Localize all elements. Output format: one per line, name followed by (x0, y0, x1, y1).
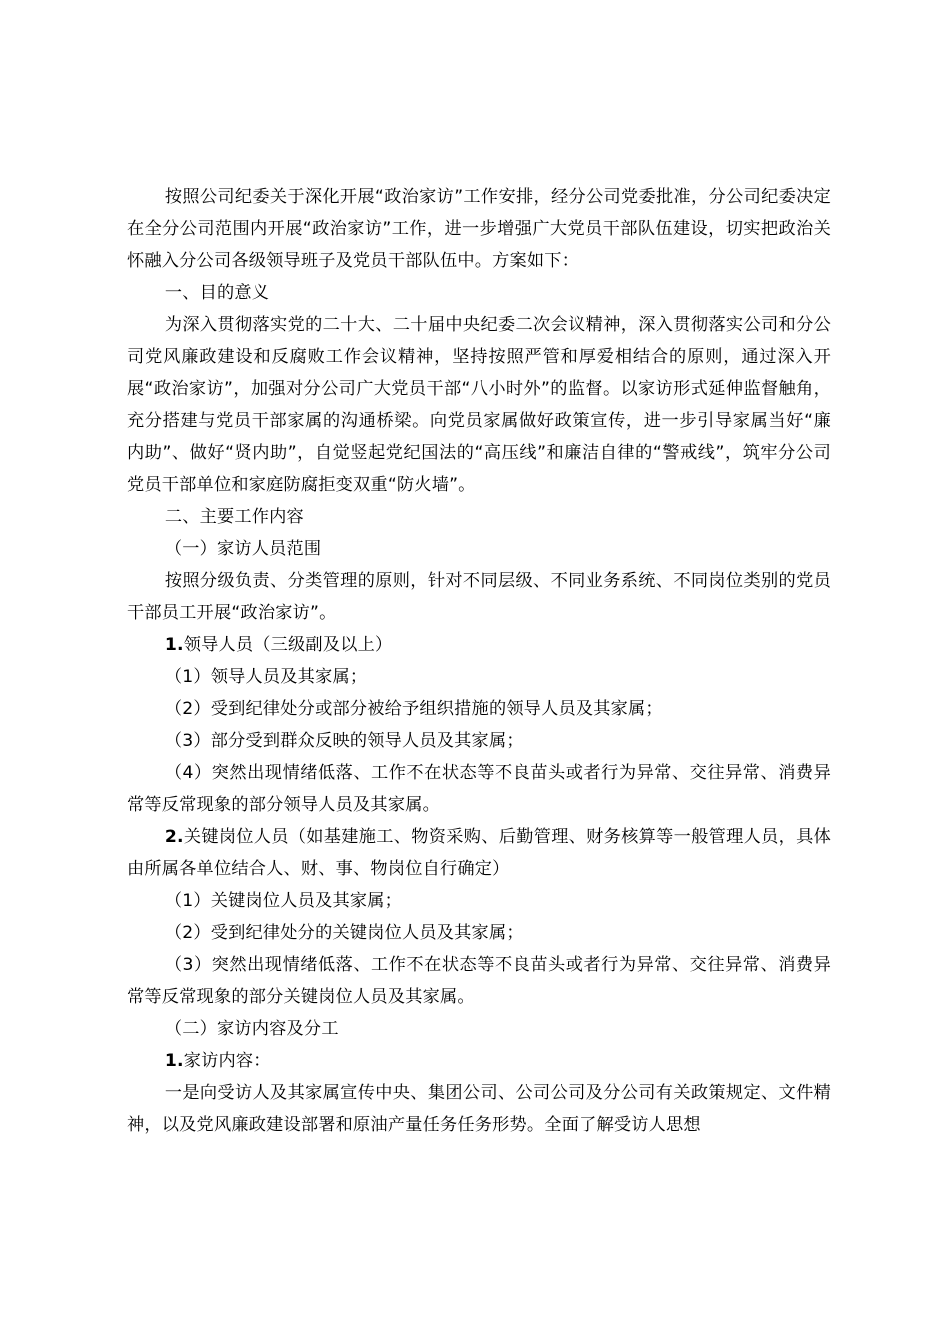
item-key-1: （1）关键岗位人员及其家属； (164, 891, 403, 911)
paragraph-content-1: 一是向受访人及其家属宣传中央、集团公司、公司公司及分公司有关政策规定、文件精神，以及党风廉政建设部署和原油产量任务任务形势。全面了解受访人思想 (127, 1083, 831, 1135)
item-leaders-1: （1）领导人员及其家属； (164, 667, 368, 687)
item-key-posts (127, 821, 831, 885)
paragraph-intro: 按照公司纪委关于深化开展“政治家访”工作安排，经分公司党委批准，分公司纪委决定在全分公司范围内开展“政治家访”工作，进一步增强广大党员干部队伍建设，切实把政治关怀融入分公司各级领导班子及党员干部队伍中。方案如下： (127, 187, 831, 271)
item-leaders (127, 629, 831, 661)
paragraph-purpose: 为深入贯彻落实党的二十大、二十届中央纪委二次会议精神，深入贯彻落实公司和分公司党风廉政建设和反腐败工作会议精神，坚持按照严管和厚爱相结合的原则，通过深入开展“政治家访”，加强对分公司广大党员干部“八小时外”的监督。以家访形式延伸监督触角，充分搭建与党员干部家属的沟通桥梁。向党员家属做好政策宣传，进一步引导家属当好“廉内助”、做好“贤内助”，自觉竖起党纪国法的“高压线”和廉洁自律的“警戒线”，筑牢分公司党员干部单位和家庭防腐拒变双重“防火墙”。 (127, 315, 831, 495)
item-text: 家访内容： (183, 1051, 271, 1071)
item-leaders-4: （4）突然出现情绪低落、工作不在状态等不良苗头或者行为异常、交往异常、消费异常等反常现象的部分领导人员及其家属。 (127, 763, 831, 815)
item-key-3: （3）突然出现情绪低落、工作不在状态等不良苗头或者行为异常、交往异常、消费异常等反常现象的部分关键岗位人员及其家属。 (127, 955, 831, 1007)
item-content (127, 1045, 831, 1077)
subsection-heading-scope: （一）家访人员范围 (164, 539, 322, 559)
section-heading-main-work: 二、主要工作内容 (164, 507, 304, 527)
item-number: 1. (164, 1051, 184, 1071)
item-text: 关键岗位人员（如基建施工、物资采购、后勤管理、财务核算等一般管理人员，具体由所属各单位结合人、财、事、物岗位自行确定） (127, 827, 831, 879)
item-number: 2. (164, 827, 184, 847)
document-body (127, 181, 831, 1141)
item-leaders-2: （2）受到纪律处分或部分被给予组织措施的领导人员及其家属； (164, 699, 663, 719)
item-text: 领导人员（三级副及以上） (183, 635, 393, 655)
subsection-heading-content: （二）家访内容及分工 (164, 1019, 339, 1039)
paragraph-scope: 按照分级负责、分类管理的原则，针对不同层级、不同业务系统、不同岗位类别的党员干部员工开展“政治家访”。 (127, 571, 831, 623)
item-key-2: （2）受到纪律处分的关键岗位人员及其家属； (164, 923, 524, 943)
section-heading-purpose: 一、目的意义 (164, 283, 270, 303)
item-leaders-3: （3）部分受到群众反映的领导人员及其家属； (164, 731, 524, 751)
item-number: 1. (164, 635, 184, 655)
